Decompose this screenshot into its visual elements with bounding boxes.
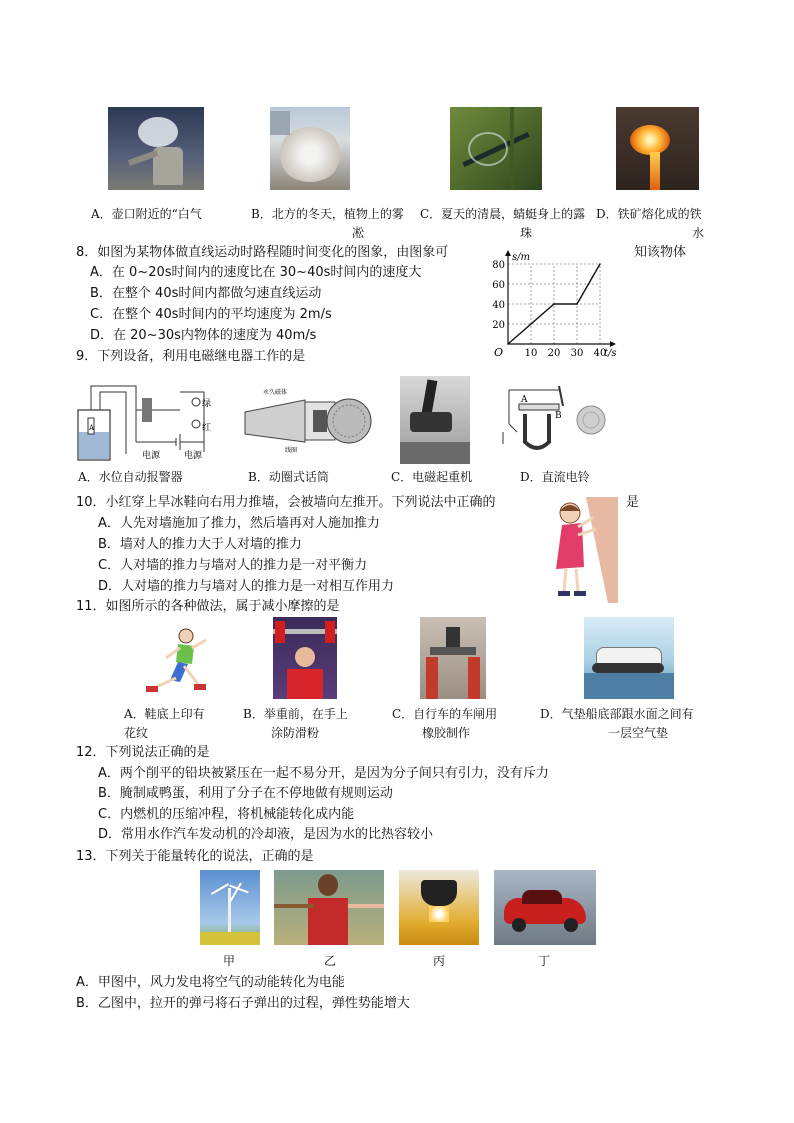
q12-option-c: C．内燃机的压缩冲程，将机械能转化成内能 [98, 807, 355, 822]
svg-text:A: A [521, 395, 528, 405]
y-tick-label: 20 [492, 320, 505, 331]
q13-caption-jia: 甲 [223, 954, 236, 968]
q7-caption-a: A．壶口附近的“白气 [91, 207, 202, 221]
q11-photo-weightlifter [273, 617, 337, 699]
q9-caption-d: D．直流电铃 [520, 470, 590, 484]
q10-option-a: A．人先对墙施加了推力，然后墙再对人施加推力 [98, 516, 380, 531]
q9-figure-b-microphone [243, 384, 373, 464]
q9-figure-d-electric-bell [497, 384, 609, 464]
y-tick-label: 40 [492, 300, 505, 311]
chart-ylabel: s/m [512, 252, 530, 263]
q13-photo-red-car [494, 870, 596, 945]
q9-caption-b: B．动圈式话筒 [248, 470, 329, 484]
q11-caption-a: A．鞋底上印有 [124, 707, 205, 721]
q9-figure-a-water-alarm [76, 384, 226, 464]
photo-kettle-steam [108, 107, 204, 190]
q13-option-b: B．乙图中，拉开的弹弓将石子弹出的过程，弹性势能增大 [76, 996, 410, 1011]
q9-caption-c: C．电磁起重机 [391, 470, 473, 484]
q11-caption-c: C．自行车的车闸用 [392, 707, 498, 721]
svg-text:A: A [89, 424, 95, 432]
q12-option-d: D．常用水作汽车发动机的冷却液，是因为水的比热容较小 [98, 827, 434, 842]
q10-stem-cont: 是 [626, 495, 640, 510]
data-point [576, 303, 578, 305]
q13-caption-bing: 丙 [433, 954, 446, 968]
q11-caption-d-cont: 一层空气垫 [608, 726, 669, 740]
q13-caption-yi: 乙 [324, 954, 337, 968]
q11-caption-d: D．气垫船底部跟水面之间有 [540, 707, 694, 721]
svg-text:永久磁体: 永久磁体 [263, 389, 288, 396]
y-tick-label: 80 [492, 260, 505, 271]
q7-caption-c: C．夏天的清晨，蜻蜓身上的露 [420, 207, 586, 221]
svg-text:B: B [555, 411, 562, 421]
q13-option-a: A．甲图中，风力发电将空气的动能转化为电能 [76, 975, 345, 990]
chart-x-ticks [525, 348, 607, 359]
q12-option-a: A．两个削平的铅块被紧压在一起不易分开，是因为分子间只有引力，没有斥力 [98, 766, 549, 781]
q10-girl-pushing-wall-illustration [548, 497, 618, 603]
data-point [553, 303, 555, 305]
q13-photo-rocket-engine [399, 870, 479, 945]
q7-caption-b-cont: 凇 [352, 226, 365, 240]
q8-option-b: B．在整个 40s时间内都做匀速直线运动 [90, 286, 322, 301]
q11-caption-a-cont: 花纹 [124, 726, 149, 740]
data-point [599, 263, 601, 265]
q9-figure-c-electromagnet-crane [400, 376, 470, 464]
q12-stem: 12．下列说法正确的是 [76, 745, 210, 760]
q11-photo-hovercraft [584, 617, 674, 699]
q8-stem-cont: 知该物体 [634, 245, 687, 260]
q9-stem: 9．下列设备，利用电磁继电器工作的是 [76, 349, 306, 364]
chart-y-ticks [492, 260, 505, 331]
data-point [507, 343, 509, 345]
q7-caption-d: D．铁矿熔化成的铁 [596, 207, 702, 221]
svg-text:电源: 电源 [184, 451, 203, 461]
q11-caption-b-cont: 涂防滑粉 [271, 726, 320, 740]
q13-photo-boy-slingshot [274, 870, 384, 945]
q13-caption-ding: 丁 [538, 954, 551, 968]
svg-text:电源: 电源 [142, 451, 161, 461]
x-tick-label: 30 [570, 348, 584, 359]
q11-photo-bicycle-brake [420, 617, 486, 699]
q7-caption-b: B．北方的冬天，植物上的雾 [251, 207, 404, 221]
x-tick-label: 20 [547, 348, 561, 359]
q11-stem: 11．如图所示的各种做法，属于减小摩擦的是 [76, 599, 340, 614]
q11-photo-runner-shoes [140, 626, 210, 696]
q13-photo-wind-turbines [200, 870, 260, 945]
q8-distance-time-chart [488, 250, 628, 362]
photo-molten-iron [616, 107, 699, 190]
svg-text:红: 红 [202, 423, 212, 433]
q10-option-b: B．墙对人的推力大于人对墙的推力 [98, 537, 302, 552]
y-tick-label: 60 [492, 280, 505, 291]
q8-option-a: A．在 0~20s时间内的速度比在 30~40s时间内的速度大 [90, 265, 422, 280]
q8-option-d: D．在 20~30s内物体的速度为 40m/s [90, 328, 317, 343]
chart-origin-label: O [494, 346, 504, 359]
q10-stem: 10．小红穿上旱冰鞋向右用力推墙，会被墙向左推开。下列说法中正确的 [76, 495, 496, 510]
q13-stem: 13．下列关于能量转化的说法，正确的是 [76, 849, 314, 864]
svg-text:绿: 绿 [202, 399, 212, 409]
x-tick-label: 10 [524, 348, 538, 359]
q9-caption-a: A．水位自动报警器 [78, 470, 183, 484]
q7-caption-c-cont: 珠 [520, 226, 533, 240]
q12-option-b: B．腌制咸鸭蛋，利用了分子在不停地做有规则运动 [98, 786, 393, 801]
svg-text:线圈: 线圈 [285, 447, 298, 454]
q7-caption-d-cont: 水 [692, 226, 705, 240]
x-tick-label: 40 [593, 348, 607, 359]
q8-stem: 8．如图为某物体做直线运动时路程随时间变化的图象，由图象可 [76, 245, 449, 260]
q10-option-d: D．人对墙的推力与墙对人的推力是一对相互作用力 [98, 579, 395, 594]
q11-caption-c-cont: 橡胶制作 [422, 726, 471, 740]
photo-dragonfly-dew [450, 107, 542, 190]
q11-caption-b: B．举重前，在手上 [243, 707, 348, 721]
q10-option-c: C．人对墙的推力与墙对人的推力是一对平衡力 [98, 558, 368, 573]
photo-frost-rime [270, 107, 350, 190]
q8-option-c: C．在整个 40s时间内的平均速度为 2m/s [90, 307, 332, 322]
chart-xlabel: t/s [604, 348, 617, 359]
